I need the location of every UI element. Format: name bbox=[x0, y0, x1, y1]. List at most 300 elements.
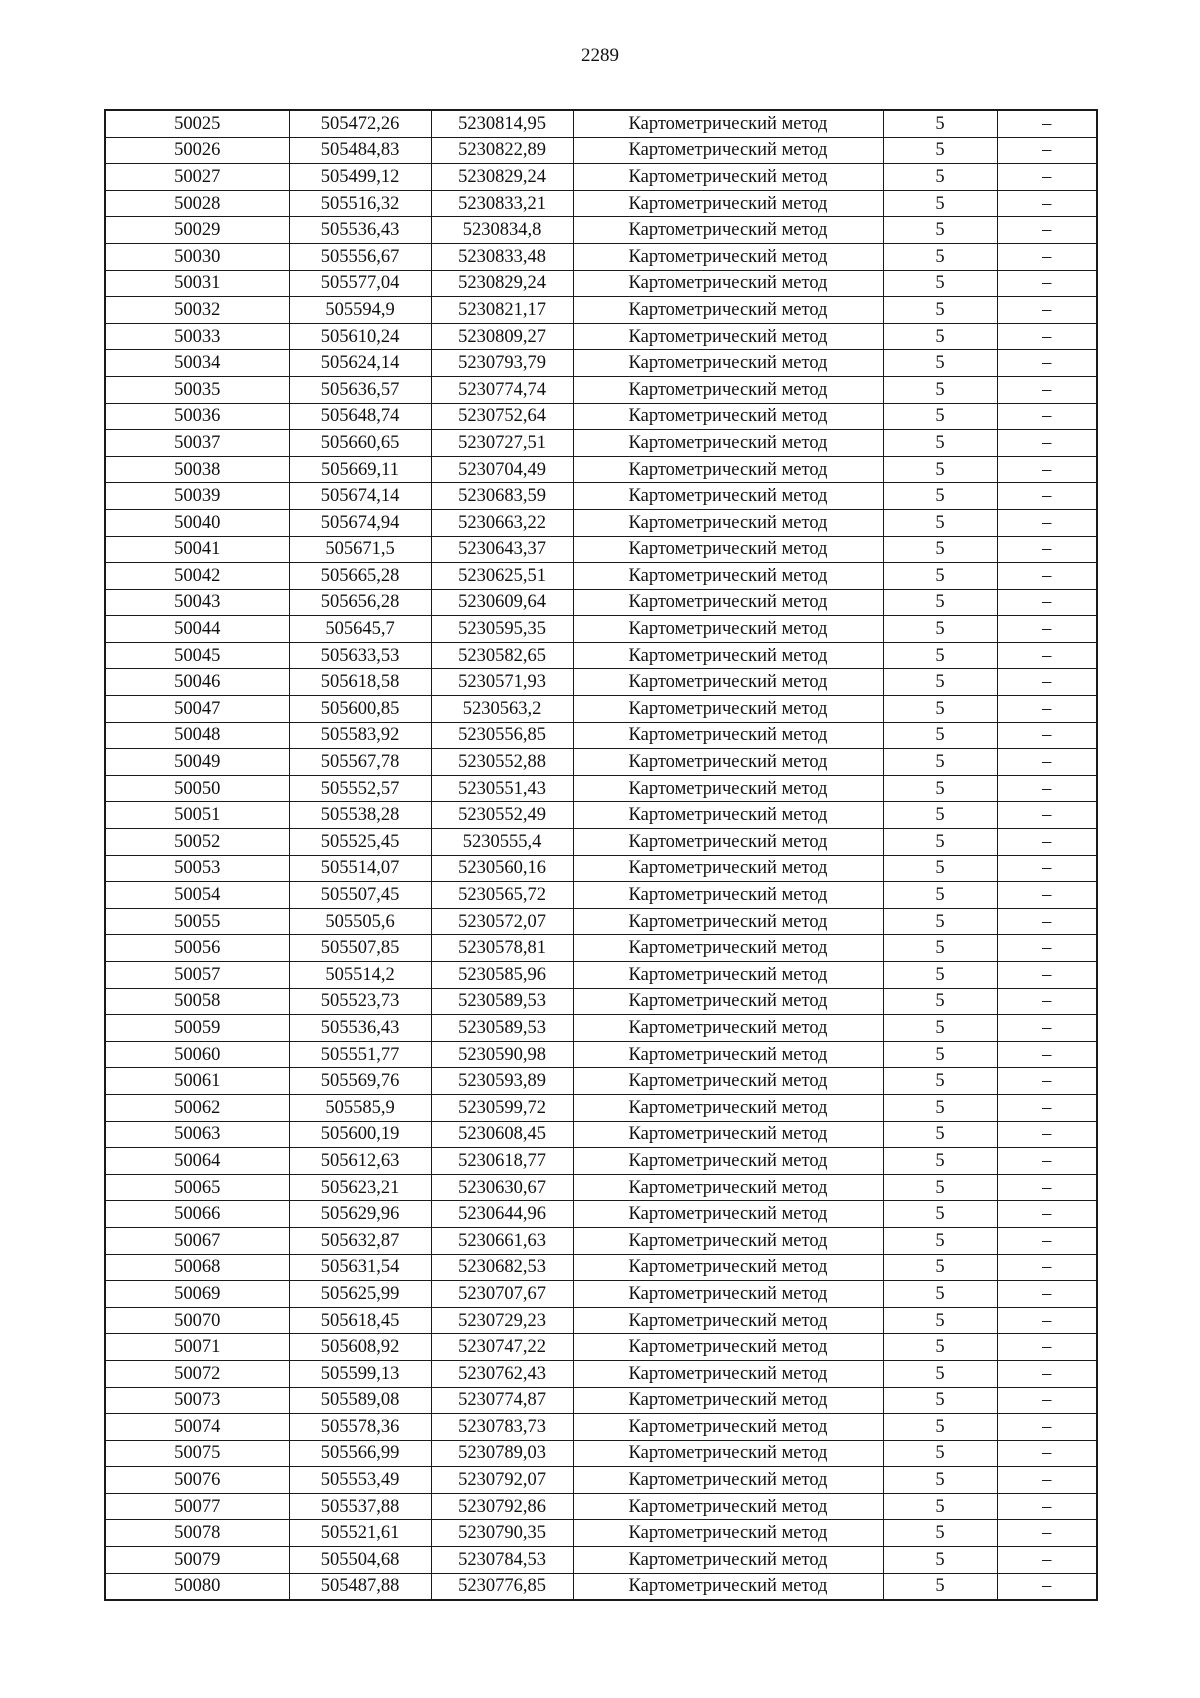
note-cell: – bbox=[997, 1467, 1097, 1494]
y-coordinate-cell: 5230814,95 bbox=[431, 110, 573, 137]
method-cell: Картометрический метод bbox=[573, 270, 883, 297]
point-number-cell: 50033 bbox=[105, 323, 289, 350]
y-coordinate-cell: 5230608,45 bbox=[431, 1121, 573, 1148]
x-coordinate-cell: 505569,76 bbox=[289, 1068, 431, 1095]
table-row bbox=[105, 642, 1097, 669]
y-coordinate-cell: 5230833,48 bbox=[431, 243, 573, 270]
y-coordinate-cell: 5230793,79 bbox=[431, 350, 573, 377]
y-coordinate-cell: 5230644,96 bbox=[431, 1201, 573, 1228]
table-row bbox=[105, 749, 1097, 776]
method-cell: Картометрический метод bbox=[573, 696, 883, 723]
table-row bbox=[105, 669, 1097, 696]
table-row bbox=[105, 1334, 1097, 1361]
x-coordinate-cell: 505536,43 bbox=[289, 217, 431, 244]
accuracy-cell: 5 bbox=[883, 1068, 997, 1095]
y-coordinate-cell: 5230774,87 bbox=[431, 1387, 573, 1414]
point-number-cell: 50069 bbox=[105, 1281, 289, 1308]
y-coordinate-cell: 5230643,37 bbox=[431, 536, 573, 563]
point-number-cell: 50029 bbox=[105, 217, 289, 244]
coordinates-table-body bbox=[105, 110, 1097, 1600]
point-number-cell: 50071 bbox=[105, 1334, 289, 1361]
table-row bbox=[105, 1068, 1097, 1095]
note-cell: – bbox=[997, 536, 1097, 563]
method-cell: Картометрический метод bbox=[573, 1387, 883, 1414]
note-cell: – bbox=[997, 403, 1097, 430]
note-cell: – bbox=[997, 1015, 1097, 1042]
accuracy-cell: 5 bbox=[883, 536, 997, 563]
table-row bbox=[105, 882, 1097, 909]
note-cell: – bbox=[997, 908, 1097, 935]
note-cell: – bbox=[997, 297, 1097, 324]
note-cell: – bbox=[997, 988, 1097, 1015]
x-coordinate-cell: 505521,61 bbox=[289, 1520, 431, 1547]
table-row bbox=[105, 376, 1097, 403]
point-number-cell: 50039 bbox=[105, 483, 289, 510]
method-cell: Картометрический метод bbox=[573, 1281, 883, 1308]
accuracy-cell: 5 bbox=[883, 483, 997, 510]
y-coordinate-cell: 5230821,17 bbox=[431, 297, 573, 324]
accuracy-cell: 5 bbox=[883, 297, 997, 324]
method-cell: Картометрический метод bbox=[573, 962, 883, 989]
x-coordinate-cell: 505507,85 bbox=[289, 935, 431, 962]
note-cell: – bbox=[997, 1493, 1097, 1520]
accuracy-cell: 5 bbox=[883, 217, 997, 244]
y-coordinate-cell: 5230556,85 bbox=[431, 722, 573, 749]
accuracy-cell: 5 bbox=[883, 403, 997, 430]
accuracy-cell: 5 bbox=[883, 908, 997, 935]
accuracy-cell: 5 bbox=[883, 749, 997, 776]
y-coordinate-cell: 5230571,93 bbox=[431, 669, 573, 696]
table-row bbox=[105, 722, 1097, 749]
x-coordinate-cell: 505537,88 bbox=[289, 1493, 431, 1520]
table-row bbox=[105, 509, 1097, 536]
note-cell: – bbox=[997, 775, 1097, 802]
point-number-cell: 50050 bbox=[105, 775, 289, 802]
note-cell: – bbox=[997, 1094, 1097, 1121]
accuracy-cell: 5 bbox=[883, 1547, 997, 1574]
method-cell: Картометрический метод bbox=[573, 1068, 883, 1095]
point-number-cell: 50028 bbox=[105, 190, 289, 217]
table-row bbox=[105, 1254, 1097, 1281]
accuracy-cell: 5 bbox=[883, 1467, 997, 1494]
method-cell: Картометрический метод bbox=[573, 1520, 883, 1547]
accuracy-cell: 5 bbox=[883, 962, 997, 989]
y-coordinate-cell: 5230829,24 bbox=[431, 270, 573, 297]
table-row bbox=[105, 323, 1097, 350]
y-coordinate-cell: 5230572,07 bbox=[431, 908, 573, 935]
point-number-cell: 50070 bbox=[105, 1307, 289, 1334]
point-number-cell: 50056 bbox=[105, 935, 289, 962]
x-coordinate-cell: 505599,13 bbox=[289, 1360, 431, 1387]
table-row bbox=[105, 935, 1097, 962]
x-coordinate-cell: 505585,9 bbox=[289, 1094, 431, 1121]
accuracy-cell: 5 bbox=[883, 1201, 997, 1228]
table-row bbox=[105, 1387, 1097, 1414]
table-row bbox=[105, 1493, 1097, 1520]
method-cell: Картометрический метод bbox=[573, 430, 883, 457]
x-coordinate-cell: 505633,53 bbox=[289, 642, 431, 669]
point-number-cell: 50030 bbox=[105, 243, 289, 270]
y-coordinate-cell: 5230599,72 bbox=[431, 1094, 573, 1121]
x-coordinate-cell: 505600,85 bbox=[289, 696, 431, 723]
x-coordinate-cell: 505487,88 bbox=[289, 1573, 431, 1600]
accuracy-cell: 5 bbox=[883, 1414, 997, 1441]
x-coordinate-cell: 505566,99 bbox=[289, 1440, 431, 1467]
x-coordinate-cell: 505552,57 bbox=[289, 775, 431, 802]
y-coordinate-cell: 5230822,89 bbox=[431, 137, 573, 164]
note-cell: – bbox=[997, 1334, 1097, 1361]
note-cell: – bbox=[997, 376, 1097, 403]
y-coordinate-cell: 5230560,16 bbox=[431, 855, 573, 882]
point-number-cell: 50041 bbox=[105, 536, 289, 563]
accuracy-cell: 5 bbox=[883, 642, 997, 669]
point-number-cell: 50045 bbox=[105, 642, 289, 669]
table-row bbox=[105, 190, 1097, 217]
accuracy-cell: 5 bbox=[883, 110, 997, 137]
y-coordinate-cell: 5230774,74 bbox=[431, 376, 573, 403]
x-coordinate-cell: 505499,12 bbox=[289, 164, 431, 191]
x-coordinate-cell: 505589,08 bbox=[289, 1387, 431, 1414]
table-row bbox=[105, 1227, 1097, 1254]
x-coordinate-cell: 505612,63 bbox=[289, 1148, 431, 1175]
method-cell: Картометрический метод bbox=[573, 243, 883, 270]
accuracy-cell: 5 bbox=[883, 323, 997, 350]
table-row bbox=[105, 1148, 1097, 1175]
method-cell: Картометрический метод bbox=[573, 775, 883, 802]
note-cell: – bbox=[997, 563, 1097, 590]
point-number-cell: 50064 bbox=[105, 1148, 289, 1175]
x-coordinate-cell: 505660,65 bbox=[289, 430, 431, 457]
accuracy-cell: 5 bbox=[883, 616, 997, 643]
x-coordinate-cell: 505567,78 bbox=[289, 749, 431, 776]
table-row bbox=[105, 1094, 1097, 1121]
note-cell: – bbox=[997, 1121, 1097, 1148]
method-cell: Картометрический метод bbox=[573, 190, 883, 217]
method-cell: Картометрический метод bbox=[573, 137, 883, 164]
note-cell: – bbox=[997, 1254, 1097, 1281]
accuracy-cell: 5 bbox=[883, 1360, 997, 1387]
table-row bbox=[105, 110, 1097, 137]
x-coordinate-cell: 505610,24 bbox=[289, 323, 431, 350]
table-row bbox=[105, 137, 1097, 164]
method-cell: Картометрический метод bbox=[573, 642, 883, 669]
point-number-cell: 50034 bbox=[105, 350, 289, 377]
y-coordinate-cell: 5230625,51 bbox=[431, 563, 573, 590]
method-cell: Картометрический метод bbox=[573, 1015, 883, 1042]
accuracy-cell: 5 bbox=[883, 1334, 997, 1361]
x-coordinate-cell: 505516,32 bbox=[289, 190, 431, 217]
accuracy-cell: 5 bbox=[883, 1254, 997, 1281]
note-cell: – bbox=[997, 1520, 1097, 1547]
table-row bbox=[105, 962, 1097, 989]
accuracy-cell: 5 bbox=[883, 855, 997, 882]
point-number-cell: 50055 bbox=[105, 908, 289, 935]
x-coordinate-cell: 505514,07 bbox=[289, 855, 431, 882]
method-cell: Картометрический метод bbox=[573, 1254, 883, 1281]
accuracy-cell: 5 bbox=[883, 430, 997, 457]
x-coordinate-cell: 505631,54 bbox=[289, 1254, 431, 1281]
note-cell: – bbox=[997, 137, 1097, 164]
table-row bbox=[105, 1201, 1097, 1228]
y-coordinate-cell: 5230789,03 bbox=[431, 1440, 573, 1467]
x-coordinate-cell: 505551,77 bbox=[289, 1041, 431, 1068]
note-cell: – bbox=[997, 1360, 1097, 1387]
method-cell: Картометрический метод bbox=[573, 1493, 883, 1520]
x-coordinate-cell: 505536,43 bbox=[289, 1015, 431, 1042]
table-row bbox=[105, 1547, 1097, 1574]
point-number-cell: 50067 bbox=[105, 1227, 289, 1254]
point-number-cell: 50046 bbox=[105, 669, 289, 696]
table-row bbox=[105, 350, 1097, 377]
point-number-cell: 50057 bbox=[105, 962, 289, 989]
note-cell: – bbox=[997, 669, 1097, 696]
accuracy-cell: 5 bbox=[883, 1387, 997, 1414]
note-cell: – bbox=[997, 483, 1097, 510]
table-row bbox=[105, 217, 1097, 244]
accuracy-cell: 5 bbox=[883, 1493, 997, 1520]
table-row bbox=[105, 1041, 1097, 1068]
note-cell: – bbox=[997, 164, 1097, 191]
table-row bbox=[105, 1440, 1097, 1467]
table-row bbox=[105, 403, 1097, 430]
note-cell: – bbox=[997, 855, 1097, 882]
method-cell: Картометрический метод bbox=[573, 1360, 883, 1387]
x-coordinate-cell: 505504,68 bbox=[289, 1547, 431, 1574]
x-coordinate-cell: 505553,49 bbox=[289, 1467, 431, 1494]
note-cell: – bbox=[997, 616, 1097, 643]
accuracy-cell: 5 bbox=[883, 775, 997, 802]
y-coordinate-cell: 5230729,23 bbox=[431, 1307, 573, 1334]
table-row bbox=[105, 164, 1097, 191]
note-cell: – bbox=[997, 1068, 1097, 1095]
accuracy-cell: 5 bbox=[883, 164, 997, 191]
point-number-cell: 50027 bbox=[105, 164, 289, 191]
point-number-cell: 50042 bbox=[105, 563, 289, 590]
point-number-cell: 50073 bbox=[105, 1387, 289, 1414]
x-coordinate-cell: 505665,28 bbox=[289, 563, 431, 590]
point-number-cell: 50040 bbox=[105, 509, 289, 536]
table-row bbox=[105, 1281, 1097, 1308]
y-coordinate-cell: 5230590,98 bbox=[431, 1041, 573, 1068]
note-cell: – bbox=[997, 110, 1097, 137]
x-coordinate-cell: 505618,58 bbox=[289, 669, 431, 696]
point-number-cell: 50074 bbox=[105, 1414, 289, 1441]
note-cell: – bbox=[997, 270, 1097, 297]
table-row bbox=[105, 270, 1097, 297]
note-cell: – bbox=[997, 509, 1097, 536]
method-cell: Картометрический метод bbox=[573, 829, 883, 856]
method-cell: Картометрический метод bbox=[573, 1334, 883, 1361]
y-coordinate-cell: 5230682,53 bbox=[431, 1254, 573, 1281]
point-number-cell: 50026 bbox=[105, 137, 289, 164]
table-row bbox=[105, 1174, 1097, 1201]
method-cell: Картометрический метод bbox=[573, 616, 883, 643]
accuracy-cell: 5 bbox=[883, 1440, 997, 1467]
method-cell: Картометрический метод bbox=[573, 1148, 883, 1175]
accuracy-cell: 5 bbox=[883, 350, 997, 377]
y-coordinate-cell: 5230618,77 bbox=[431, 1148, 573, 1175]
table-row bbox=[105, 829, 1097, 856]
x-coordinate-cell: 505583,92 bbox=[289, 722, 431, 749]
y-coordinate-cell: 5230792,86 bbox=[431, 1493, 573, 1520]
x-coordinate-cell: 505523,73 bbox=[289, 988, 431, 1015]
point-number-cell: 50052 bbox=[105, 829, 289, 856]
table-row bbox=[105, 988, 1097, 1015]
note-cell: – bbox=[997, 1573, 1097, 1600]
note-cell: – bbox=[997, 696, 1097, 723]
accuracy-cell: 5 bbox=[883, 589, 997, 616]
table-row bbox=[105, 855, 1097, 882]
note-cell: – bbox=[997, 1201, 1097, 1228]
method-cell: Картометрический метод bbox=[573, 722, 883, 749]
point-number-cell: 50078 bbox=[105, 1520, 289, 1547]
note-cell: – bbox=[997, 722, 1097, 749]
method-cell: Картометрический метод bbox=[573, 1227, 883, 1254]
y-coordinate-cell: 5230663,22 bbox=[431, 509, 573, 536]
method-cell: Картометрический метод bbox=[573, 110, 883, 137]
x-coordinate-cell: 505538,28 bbox=[289, 802, 431, 829]
accuracy-cell: 5 bbox=[883, 1227, 997, 1254]
method-cell: Картометрический метод bbox=[573, 882, 883, 909]
x-coordinate-cell: 505514,2 bbox=[289, 962, 431, 989]
point-number-cell: 50062 bbox=[105, 1094, 289, 1121]
point-number-cell: 50080 bbox=[105, 1573, 289, 1600]
y-coordinate-cell: 5230661,63 bbox=[431, 1227, 573, 1254]
y-coordinate-cell: 5230747,22 bbox=[431, 1334, 573, 1361]
y-coordinate-cell: 5230552,88 bbox=[431, 749, 573, 776]
note-cell: – bbox=[997, 935, 1097, 962]
table-row bbox=[105, 1573, 1097, 1600]
note-cell: – bbox=[997, 1547, 1097, 1574]
note-cell: – bbox=[997, 1307, 1097, 1334]
point-number-cell: 50075 bbox=[105, 1440, 289, 1467]
y-coordinate-cell: 5230555,4 bbox=[431, 829, 573, 856]
table-row bbox=[105, 1520, 1097, 1547]
x-coordinate-cell: 505472,26 bbox=[289, 110, 431, 137]
table-row bbox=[105, 802, 1097, 829]
table-row bbox=[105, 696, 1097, 723]
method-cell: Картометрический метод bbox=[573, 1094, 883, 1121]
table-row bbox=[105, 1015, 1097, 1042]
y-coordinate-cell: 5230589,53 bbox=[431, 988, 573, 1015]
y-coordinate-cell: 5230833,21 bbox=[431, 190, 573, 217]
method-cell: Картометрический метод bbox=[573, 1573, 883, 1600]
accuracy-cell: 5 bbox=[883, 1148, 997, 1175]
accuracy-cell: 5 bbox=[883, 243, 997, 270]
y-coordinate-cell: 5230593,89 bbox=[431, 1068, 573, 1095]
method-cell: Картометрический метод bbox=[573, 164, 883, 191]
x-coordinate-cell: 505594,9 bbox=[289, 297, 431, 324]
y-coordinate-cell: 5230752,64 bbox=[431, 403, 573, 430]
y-coordinate-cell: 5230609,64 bbox=[431, 589, 573, 616]
point-number-cell: 50032 bbox=[105, 297, 289, 324]
y-coordinate-cell: 5230595,35 bbox=[431, 616, 573, 643]
point-number-cell: 50049 bbox=[105, 749, 289, 776]
point-number-cell: 50068 bbox=[105, 1254, 289, 1281]
x-coordinate-cell: 505625,99 bbox=[289, 1281, 431, 1308]
x-coordinate-cell: 505624,14 bbox=[289, 350, 431, 377]
point-number-cell: 50058 bbox=[105, 988, 289, 1015]
note-cell: – bbox=[997, 1227, 1097, 1254]
x-coordinate-cell: 505577,04 bbox=[289, 270, 431, 297]
point-number-cell: 50054 bbox=[105, 882, 289, 909]
method-cell: Картометрический метод bbox=[573, 456, 883, 483]
note-cell: – bbox=[997, 1148, 1097, 1175]
note-cell: – bbox=[997, 456, 1097, 483]
note-cell: – bbox=[997, 882, 1097, 909]
accuracy-cell: 5 bbox=[883, 882, 997, 909]
method-cell: Картометрический метод bbox=[573, 1174, 883, 1201]
table-row bbox=[105, 563, 1097, 590]
method-cell: Картометрический метод bbox=[573, 563, 883, 590]
note-cell: – bbox=[997, 243, 1097, 270]
x-coordinate-cell: 505618,45 bbox=[289, 1307, 431, 1334]
method-cell: Картометрический метод bbox=[573, 297, 883, 324]
x-coordinate-cell: 505656,28 bbox=[289, 589, 431, 616]
method-cell: Картометрический метод bbox=[573, 509, 883, 536]
point-number-cell: 50036 bbox=[105, 403, 289, 430]
accuracy-cell: 5 bbox=[883, 935, 997, 962]
x-coordinate-cell: 505674,14 bbox=[289, 483, 431, 510]
x-coordinate-cell: 505556,67 bbox=[289, 243, 431, 270]
y-coordinate-cell: 5230784,53 bbox=[431, 1547, 573, 1574]
point-number-cell: 50079 bbox=[105, 1547, 289, 1574]
method-cell: Картометрический метод bbox=[573, 1041, 883, 1068]
y-coordinate-cell: 5230809,27 bbox=[431, 323, 573, 350]
note-cell: – bbox=[997, 430, 1097, 457]
accuracy-cell: 5 bbox=[883, 829, 997, 856]
x-coordinate-cell: 505629,96 bbox=[289, 1201, 431, 1228]
x-coordinate-cell: 505674,94 bbox=[289, 509, 431, 536]
note-cell: – bbox=[997, 1281, 1097, 1308]
accuracy-cell: 5 bbox=[883, 669, 997, 696]
note-cell: – bbox=[997, 190, 1097, 217]
accuracy-cell: 5 bbox=[883, 376, 997, 403]
point-number-cell: 50048 bbox=[105, 722, 289, 749]
accuracy-cell: 5 bbox=[883, 509, 997, 536]
table-row bbox=[105, 1360, 1097, 1387]
x-coordinate-cell: 505669,11 bbox=[289, 456, 431, 483]
accuracy-cell: 5 bbox=[883, 722, 997, 749]
point-number-cell: 50066 bbox=[105, 1201, 289, 1228]
accuracy-cell: 5 bbox=[883, 456, 997, 483]
y-coordinate-cell: 5230792,07 bbox=[431, 1467, 573, 1494]
note-cell: – bbox=[997, 749, 1097, 776]
method-cell: Картометрический метод bbox=[573, 350, 883, 377]
x-coordinate-cell: 505507,45 bbox=[289, 882, 431, 909]
x-coordinate-cell: 505632,87 bbox=[289, 1227, 431, 1254]
method-cell: Картометрический метод bbox=[573, 1201, 883, 1228]
x-coordinate-cell: 505623,21 bbox=[289, 1174, 431, 1201]
y-coordinate-cell: 5230829,24 bbox=[431, 164, 573, 191]
y-coordinate-cell: 5230704,49 bbox=[431, 456, 573, 483]
y-coordinate-cell: 5230589,53 bbox=[431, 1015, 573, 1042]
point-number-cell: 50044 bbox=[105, 616, 289, 643]
note-cell: – bbox=[997, 962, 1097, 989]
method-cell: Картометрический метод bbox=[573, 935, 883, 962]
accuracy-cell: 5 bbox=[883, 1520, 997, 1547]
note-cell: – bbox=[997, 1041, 1097, 1068]
accuracy-cell: 5 bbox=[883, 563, 997, 590]
y-coordinate-cell: 5230585,96 bbox=[431, 962, 573, 989]
table-row bbox=[105, 1467, 1097, 1494]
page-number: 2289 bbox=[581, 45, 619, 66]
note-cell: – bbox=[997, 642, 1097, 669]
point-number-cell: 50035 bbox=[105, 376, 289, 403]
point-number-cell: 50065 bbox=[105, 1174, 289, 1201]
point-number-cell: 50072 bbox=[105, 1360, 289, 1387]
point-number-cell: 50038 bbox=[105, 456, 289, 483]
